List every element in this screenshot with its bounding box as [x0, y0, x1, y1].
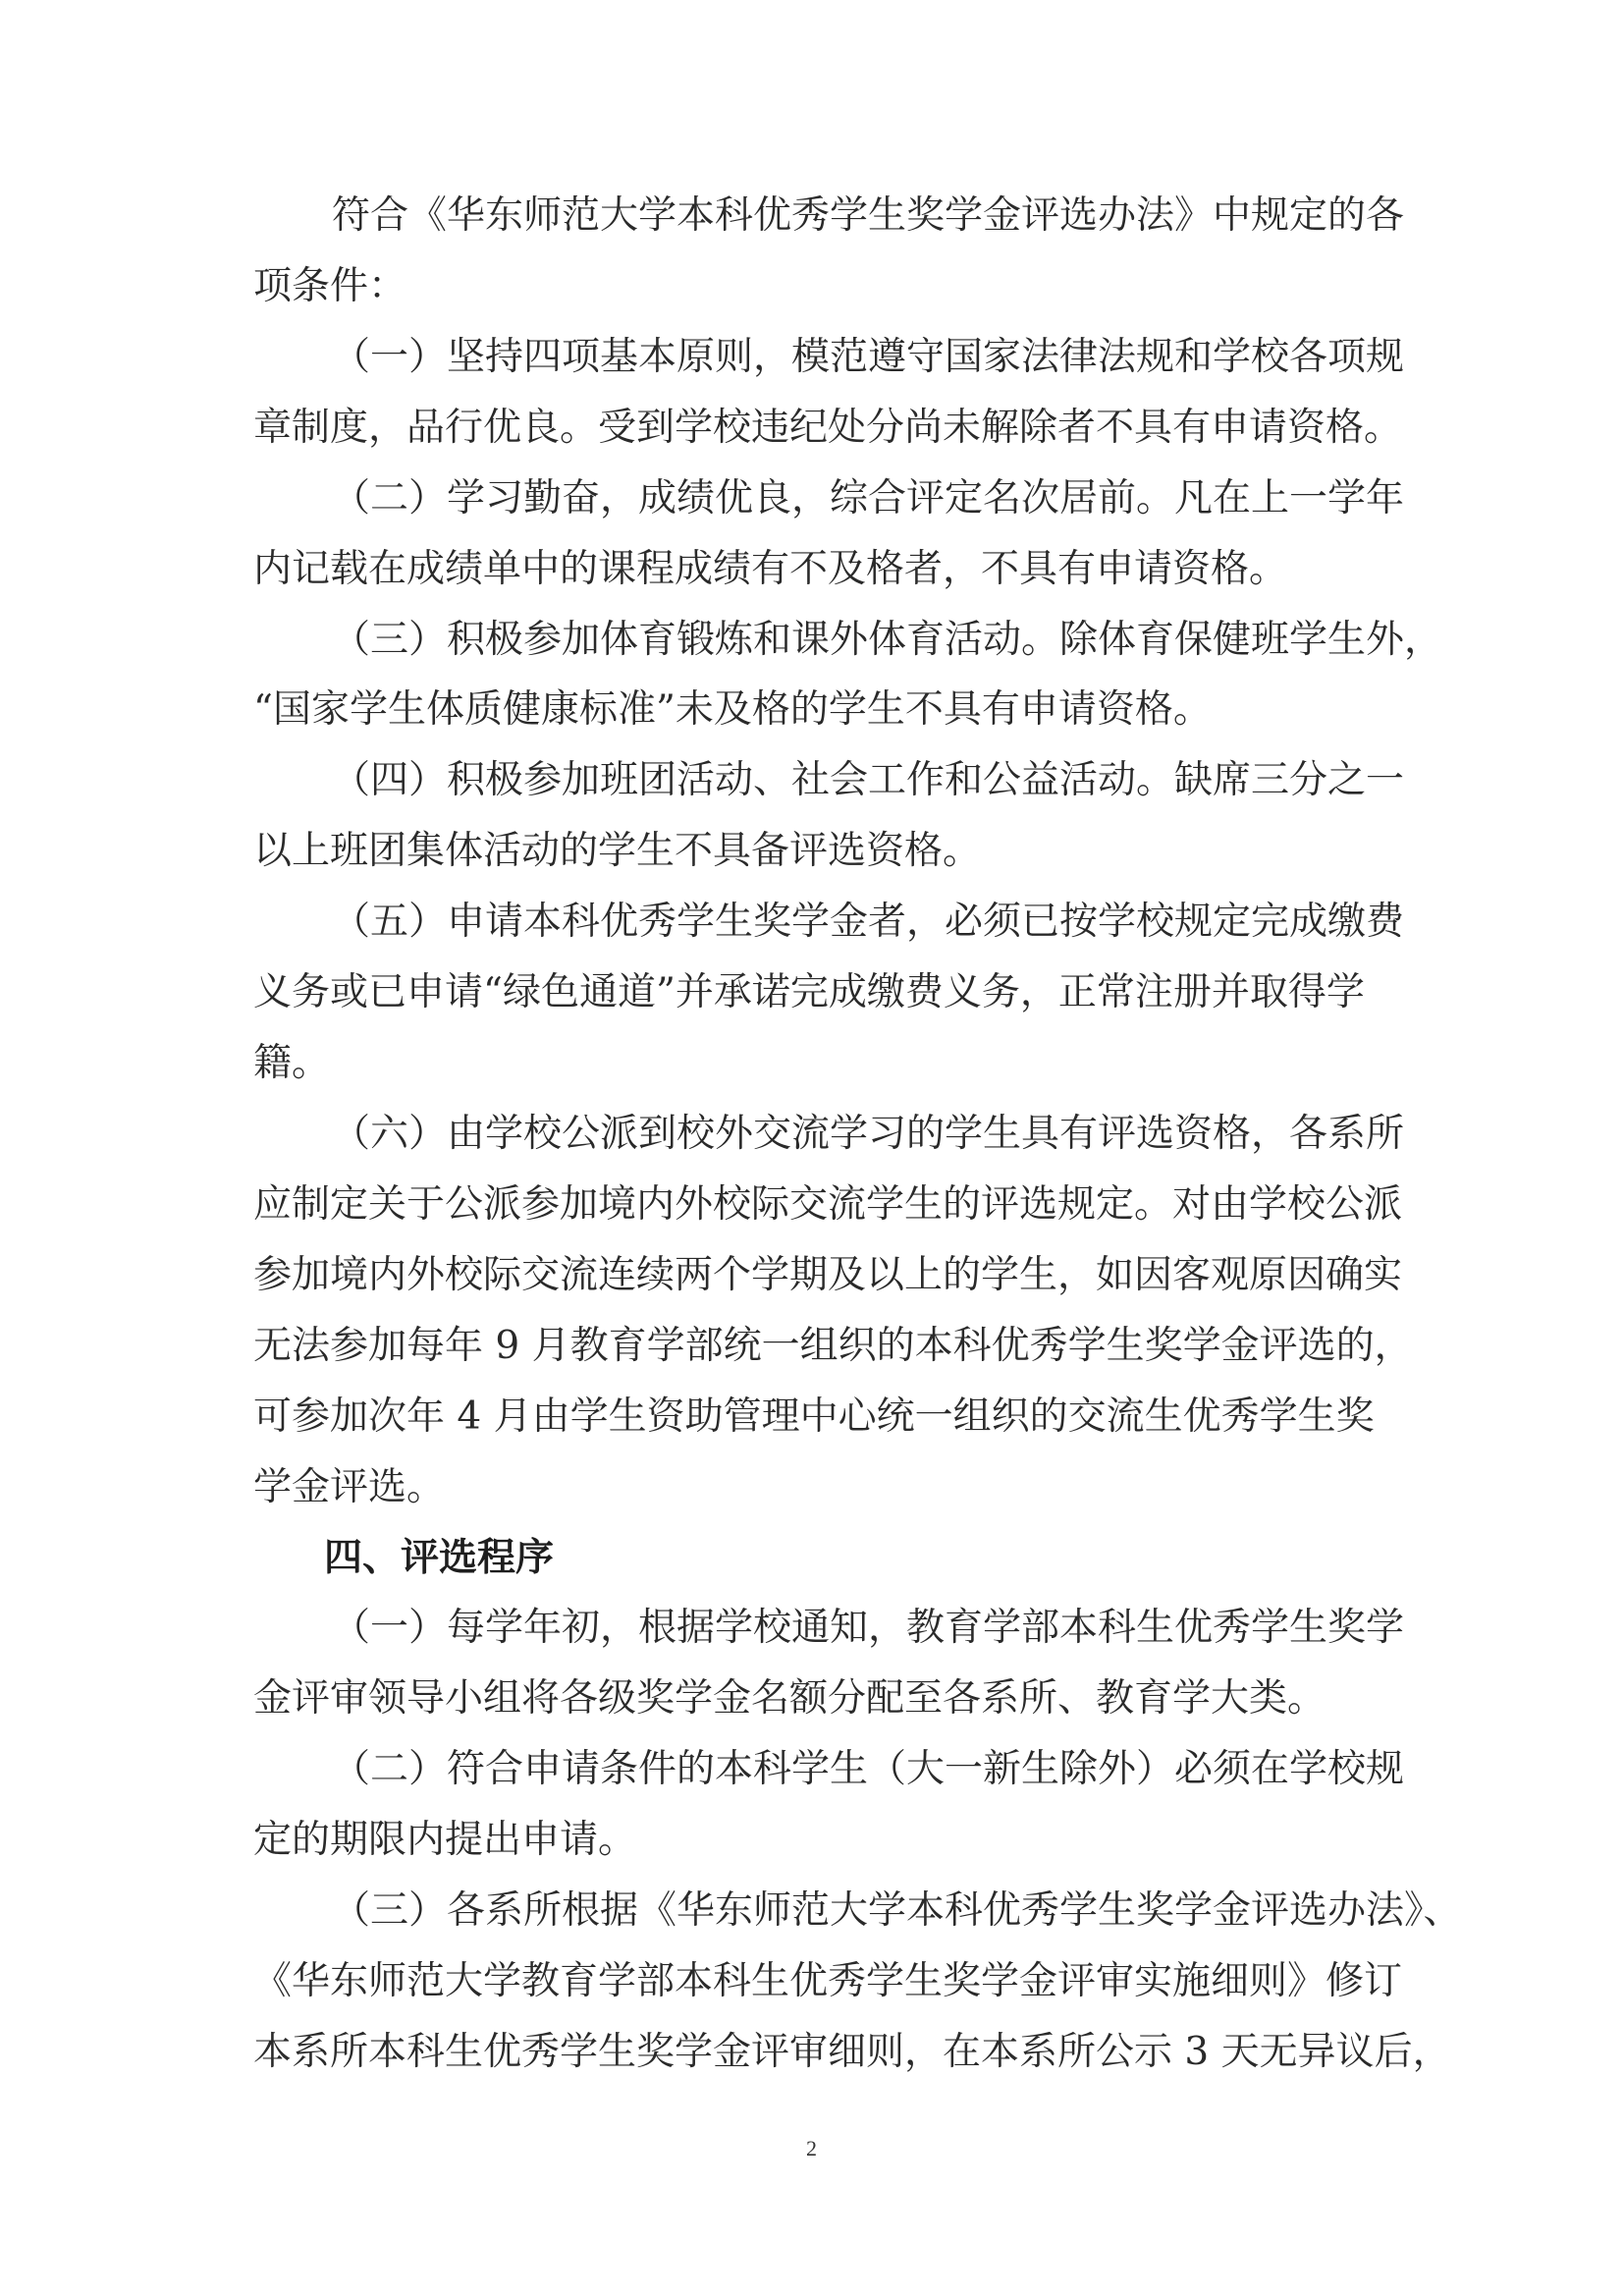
text-line: 项条件： [253, 264, 407, 308]
text-line: 《华东师范大学教育学部本科生优秀学生奖学金评审实施细则》修订 [253, 1959, 1403, 2003]
text-line: 应制定关于公派参加境内外校际交流学生的评选规定。对由学校公派 [253, 1182, 1403, 1227]
text-line: 学金评选。 [253, 1465, 446, 1509]
text-line: （二）学习勤奋，成绩优良，综合评定名次居前。凡在上一学年 [332, 476, 1405, 520]
page-number: 2 [806, 2136, 817, 2160]
text-line: 无法参加每年 9 月教育学部统一组织的本科优秀学生奖学金评选的， [253, 1324, 1413, 1368]
text-line: （一）坚持四项基本原则，模范遵守国家法律法规和学校各项规 [332, 335, 1405, 379]
text-line: （五）申请本科优秀学生奖学金者，必须已按学校规定完成缴费 [332, 900, 1405, 944]
text-line: 章制度，品行优良。受到学校违纪处分尚未解除者不具有申请资格。 [253, 406, 1403, 450]
text-line: （三）积极参加体育锻炼和课外体育活动。除体育保健班学生外， [332, 618, 1443, 662]
text-line: 符合《华东师范大学本科优秀学生奖学金评选办法》中规定的各 [332, 193, 1405, 238]
text-line: 籍。 [253, 1041, 331, 1085]
text-line: “国家学生体质健康标准”未及格的学生不具有申请资格。 [253, 687, 1212, 732]
text-line: （四）积极参加班团活动、社会工作和公益活动。缺席三分之一 [332, 758, 1405, 802]
text-line: 定的期限内提出申请。 [253, 1818, 637, 1862]
text-line: 义务或已申请“绿色通道”并承诺完成缴费义务，正常注册并取得学 [253, 970, 1365, 1014]
text-line: （六）由学校公派到校外交流学习的学生具有评选资格，各系所 [332, 1112, 1405, 1156]
section-heading: 四、评选程序 [324, 1536, 555, 1580]
text-line: 以上班团集体活动的学生不具备评选资格。 [253, 829, 982, 873]
text-line: 参加境内外校际交流连续两个学期及以上的学生，如因客观原因确实 [253, 1253, 1403, 1297]
text-line: 金评审领导小组将各级奖学金名额分配至各系所、教育学大类。 [253, 1676, 1326, 1721]
text-line: （一）每学年初，根据学校通知，教育学部本科生优秀学生奖学 [332, 1606, 1405, 1650]
text-line: （三）各系所根据《华东师范大学本科优秀学生奖学金评选办法》、 [332, 1888, 1462, 1933]
text-line: （二）符合申请条件的本科学生（大一新生除外）必须在学校规 [332, 1747, 1405, 1791]
text-line: 本系所本科生优秀学生奖学金评审细则，在本系所公示 3 天无异议后， [253, 2030, 1451, 2074]
text-line: 内记载在成绩单中的课程成绩有不及格者，不具有申请资格。 [253, 547, 1288, 591]
text-line: 可参加次年 4 月由学生资助管理中心统一组织的交流生优秀学生奖 [253, 1394, 1375, 1439]
